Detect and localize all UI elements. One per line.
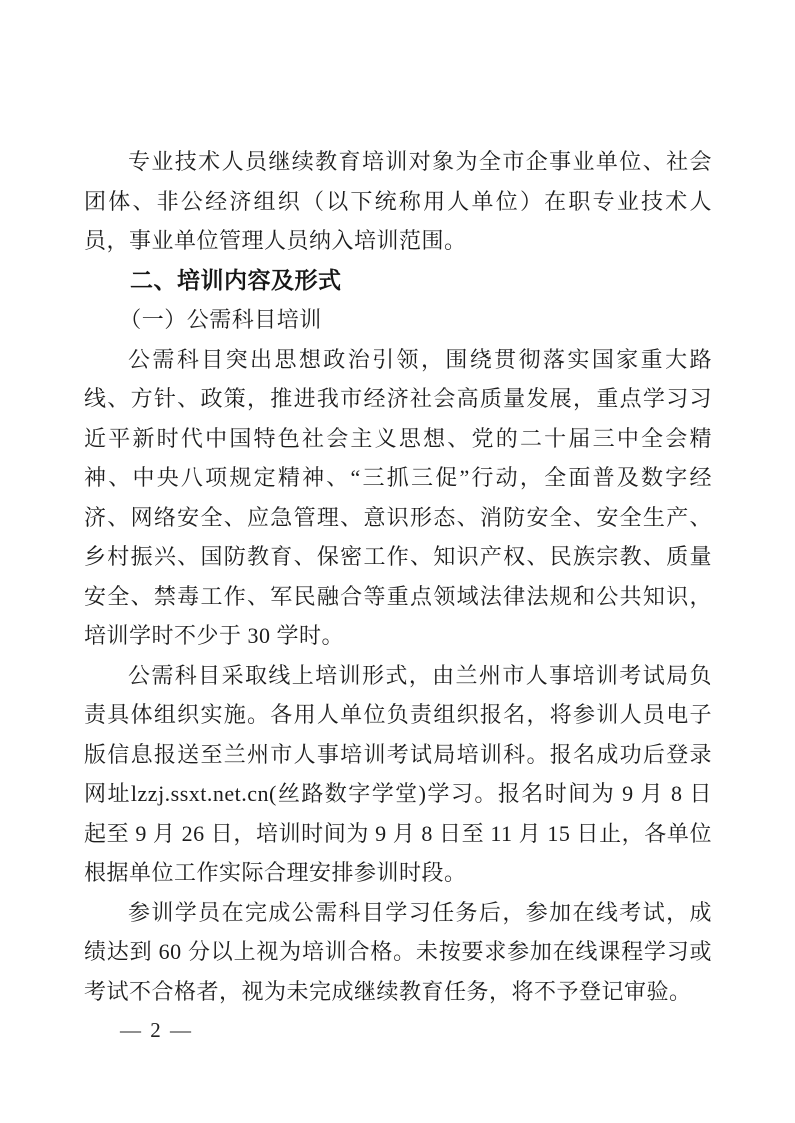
section-heading-training-content: 二、培训内容及形式 xyxy=(130,266,342,293)
document-body xyxy=(84,142,712,1011)
paragraph-exam-requirements: 参训学员在完成公需科目学习任务后，参加在线考试，成绩达到 60 分以上视为培训合格。未按要求参加在线课程学习或考试不合格者，视为未完成继续教育任务，将不予登记审验。 xyxy=(84,899,712,1004)
page-number: — 2 — xyxy=(120,1018,193,1042)
paragraph-online-training-arrangement: 公需科目采取线上培训形式，由兰州市人事培训考试局负责具体组织实施。各用人单位负责组织报名，将参训人员电子版信息报送至兰州市人事培训考试局培训科。报名成功后登录网址lzzj.ssxt.net.cn(丝路数字学堂)学习。报名时间为 9 月 8 日起至 9 月 26 日，培训时间为 9 月 8 日至 11 月 15 日止，各单位根据单位工作实际合理安排参训时段。 xyxy=(84,662,712,885)
paragraph-training-scope: 专业技术人员继续教育培训对象为全市企事业单位、社会团体、非公经济组织（以下统称用人单位）在职专业技术人员，事业单位管理人员纳入培训范围。 xyxy=(84,149,712,253)
subsection-heading-public-subjects: （一）公需科目培训 xyxy=(119,307,322,332)
paragraph-public-subject-content: 公需科目突出思想政治引领，围绕贯彻落实国家重大路线、方针、政策，推进我市经济社会高质量发展，重点学习习近平新时代中国特色社会主义思想、党的二十届三中全会精神、中央八项规定精神、“三抓三促”行动，全面普及数字经济、网络安全、应急管理、意识形态、消防安全、安全生产、乡村振兴、国防教育、保密工作、知识产权、民族宗教、质量安全、禁毒工作、军民融合等重点领域法律法规和公共知识，培训学时不少于 30 学时。 xyxy=(84,346,712,648)
